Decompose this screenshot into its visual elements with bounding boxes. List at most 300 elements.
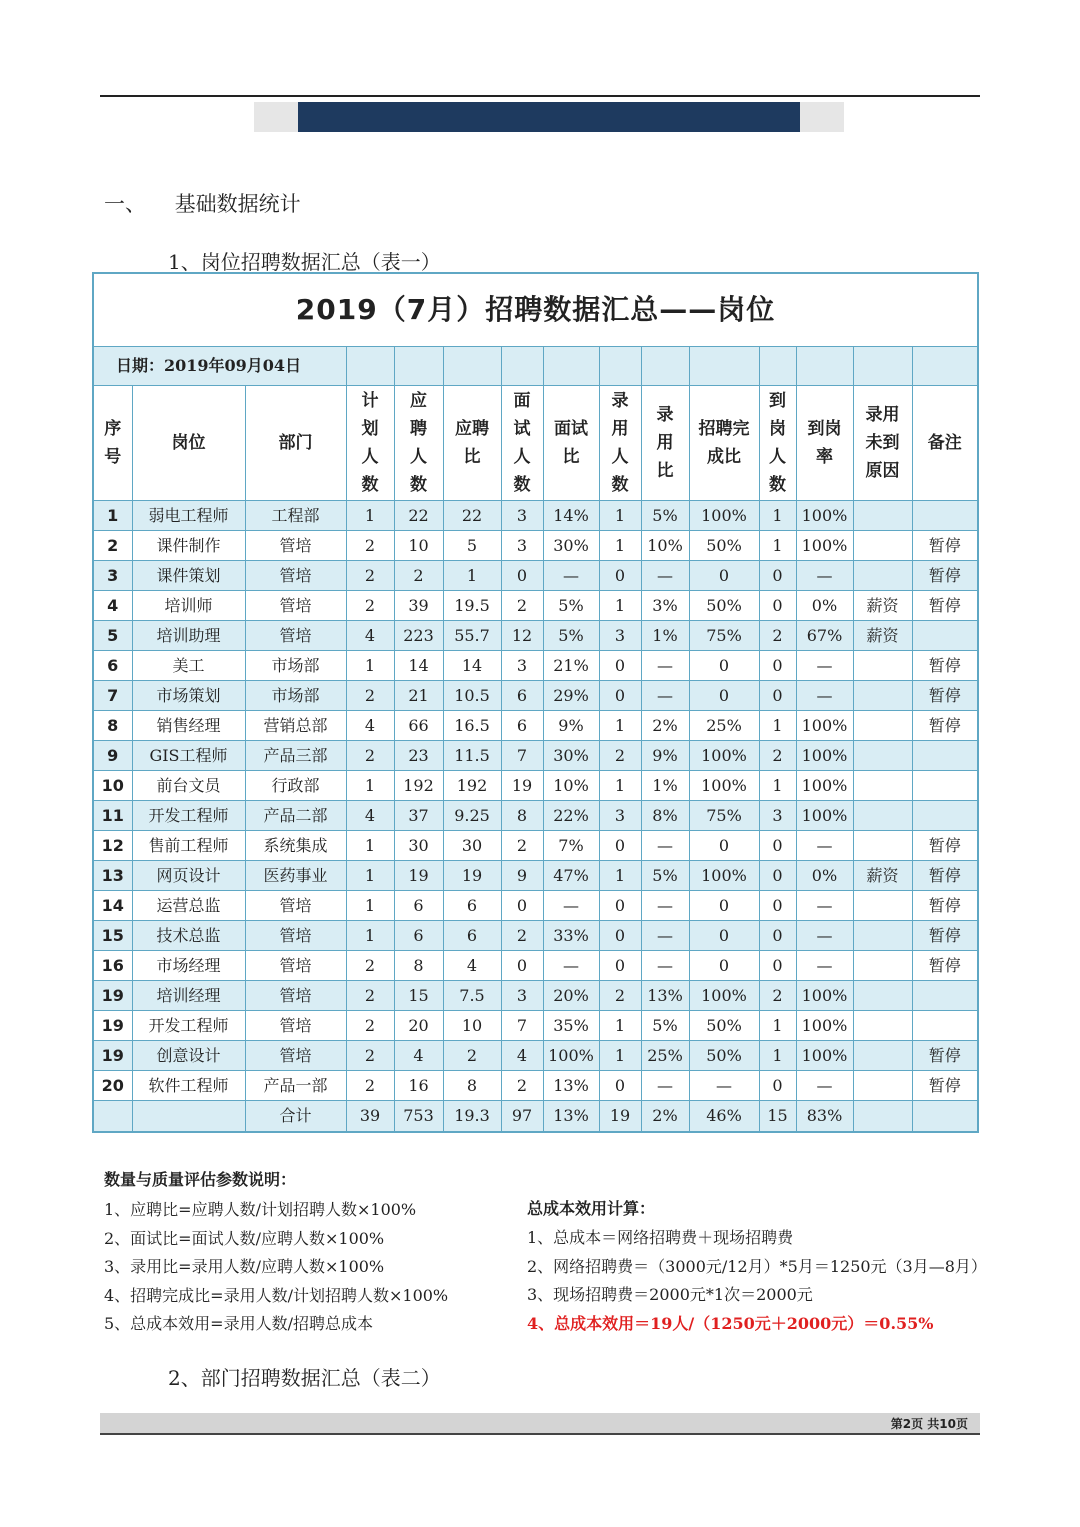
table-cell: 25% (641, 1041, 689, 1071)
table-cell: 运营总监 (132, 891, 245, 921)
table-cell: 55.7 (443, 621, 501, 651)
table-cell (912, 501, 978, 531)
table-cell: 暂停 (912, 831, 978, 861)
table-cell: — (796, 921, 853, 951)
table-cell: 2 (759, 621, 796, 651)
cost-item: 2、网络招聘费＝（3000元/12月）*5月＝1250元（3月—8月） (527, 1256, 987, 1276)
empty-cell (599, 347, 641, 386)
table-cell: 100% (796, 771, 853, 801)
table-cell (912, 741, 978, 771)
table-cell: 8 (501, 801, 543, 831)
table-cell: — (543, 951, 599, 981)
table-cell: 100% (796, 1041, 853, 1071)
table-row (93, 951, 978, 981)
table-row (93, 1011, 978, 1041)
table-row (93, 741, 978, 771)
row-number-cell: 19 (93, 1011, 132, 1041)
table-cell: 100% (689, 501, 759, 531)
section-heading (104, 188, 301, 218)
total-cell (132, 1101, 245, 1133)
section-title: 基础数据统计 (174, 192, 301, 216)
table-cell: 0 (599, 921, 641, 951)
table-cell: 7 (501, 741, 543, 771)
table-cell: 30% (543, 741, 599, 771)
column-header: 岗位 (132, 386, 245, 501)
table-cell: 10% (543, 771, 599, 801)
header-row (93, 386, 978, 501)
table-date: 日期：2019年09月04日 (93, 347, 346, 386)
table-cell: — (641, 561, 689, 591)
row-number-cell: 4 (93, 591, 132, 621)
column-header: 计划人数 (346, 386, 394, 501)
table-cell: 0 (689, 831, 759, 861)
table-cell: 暂停 (912, 591, 978, 621)
row-number-cell: 2 (93, 531, 132, 561)
table-cell: 19 (443, 861, 501, 891)
table-row (93, 771, 978, 801)
table-cell: 1 (599, 861, 641, 891)
row-number-cell: 8 (93, 711, 132, 741)
table-cell: 0 (689, 921, 759, 951)
table-row (93, 981, 978, 1011)
table-cell: 1 (346, 651, 394, 681)
table-cell (853, 831, 912, 861)
table-row (93, 921, 978, 951)
table-row (93, 711, 978, 741)
table-cell: 5% (641, 861, 689, 891)
table-cell: 暂停 (912, 891, 978, 921)
total-cell: 83% (796, 1101, 853, 1133)
table-cell (853, 771, 912, 801)
cost-item: 3、现场招聘费＝2000元*1次＝2000元 (527, 1285, 813, 1304)
table-cell: 创意设计 (132, 1041, 245, 1071)
table-cell: 100% (689, 861, 759, 891)
empty-cell (689, 347, 759, 386)
table-cell: 培训助理 (132, 621, 245, 651)
table-cell: 暂停 (912, 531, 978, 561)
table-cell: 19 (501, 771, 543, 801)
row-number-cell: 6 (93, 651, 132, 681)
column-header: 序号 (93, 386, 132, 501)
table-cell: 2 (346, 741, 394, 771)
table-cell: 管培 (245, 981, 346, 1011)
table-cell: 0 (689, 561, 759, 591)
table-cell: 1 (759, 711, 796, 741)
table-cell: 0 (759, 921, 796, 951)
column-header: 备注 (912, 386, 978, 501)
table-cell: 2 (394, 561, 443, 591)
table-cell: 1 (599, 591, 641, 621)
empty-cell (641, 347, 689, 386)
row-number-cell: 14 (93, 891, 132, 921)
table-cell: 暂停 (912, 861, 978, 891)
table-cell (853, 801, 912, 831)
row-number-cell: 11 (93, 801, 132, 831)
column-header: 部门 (245, 386, 346, 501)
table-cell: 培训经理 (132, 981, 245, 1011)
table-cell: 1 (759, 1011, 796, 1041)
table-cell: 8% (641, 801, 689, 831)
table-cell: 13% (543, 1071, 599, 1101)
table-cell: 0% (796, 591, 853, 621)
table-cell: 2 (759, 981, 796, 1011)
table-cell: 9 (501, 861, 543, 891)
table-row (93, 891, 978, 921)
table-cell: 30 (443, 831, 501, 861)
table-cell: 0 (599, 561, 641, 591)
table-row (93, 861, 978, 891)
table-cell (912, 621, 978, 651)
empty-cell (796, 347, 853, 386)
subsection-title-2: 2、部门招聘数据汇总（表二） (168, 1366, 441, 1390)
table-cell: 1 (599, 711, 641, 741)
table-cell: — (641, 1071, 689, 1101)
table-cell: 5% (543, 621, 599, 651)
table-cell: 薪资 (853, 591, 912, 621)
table-cell: 23 (394, 741, 443, 771)
row-number-cell: 15 (93, 921, 132, 951)
header-band-navy (298, 102, 800, 132)
table-cell: 医药事业 (245, 861, 346, 891)
table-cell: 1 (599, 501, 641, 531)
table-cell: 网页设计 (132, 861, 245, 891)
table-cell (853, 1011, 912, 1041)
table-row (93, 831, 978, 861)
table-cell: — (796, 651, 853, 681)
table-cell: 47% (543, 861, 599, 891)
subsection-title-1: 1、岗位招聘数据汇总（表一） (168, 250, 441, 274)
table-cell: 0 (759, 561, 796, 591)
table-cell: 软件工程师 (132, 1071, 245, 1101)
table-cell: 5% (641, 501, 689, 531)
table-cell: 7.5 (443, 981, 501, 1011)
table-cell: 1 (346, 921, 394, 951)
total-cell: 19.3 (443, 1101, 501, 1133)
table-row (93, 591, 978, 621)
table-cell: 管培 (245, 531, 346, 561)
table-cell: 2 (501, 1071, 543, 1101)
column-header: 应聘比 (443, 386, 501, 501)
column-header: 录用人数 (599, 386, 641, 501)
table-cell: 21 (394, 681, 443, 711)
table-cell: — (641, 891, 689, 921)
table-cell: 0 (689, 891, 759, 921)
table-cell: 4 (346, 801, 394, 831)
table-cell: 0 (759, 831, 796, 861)
table-cell: 4 (443, 951, 501, 981)
table-cell: 2 (443, 1041, 501, 1071)
total-cell: 15 (759, 1101, 796, 1133)
table-cell: 6 (501, 711, 543, 741)
column-header: 应聘人数 (394, 386, 443, 501)
row-number-cell: 3 (93, 561, 132, 591)
column-header: 面试比 (543, 386, 599, 501)
table-cell: 4 (501, 1041, 543, 1071)
table-cell: 3 (501, 981, 543, 1011)
row-number-cell: 7 (93, 681, 132, 711)
table-cell: 100% (796, 711, 853, 741)
table-cell: 4 (394, 1041, 443, 1071)
table-cell: 14 (443, 651, 501, 681)
total-cell: 19 (599, 1101, 641, 1133)
table-cell: 100% (796, 1011, 853, 1041)
table-cell: 0 (689, 651, 759, 681)
row-number-cell: 10 (93, 771, 132, 801)
table-cell: 暂停 (912, 1041, 978, 1071)
table-cell: 暂停 (912, 711, 978, 741)
table-cell: 223 (394, 621, 443, 651)
table-cell: 1 (346, 771, 394, 801)
note-item: 1、应聘比=应聘人数/计划招聘人数×100% (104, 1200, 417, 1219)
table-cell: 5% (641, 1011, 689, 1041)
table-cell: 1 (346, 831, 394, 861)
empty-cell (912, 347, 978, 386)
table-cell: 30 (394, 831, 443, 861)
table-cell: — (641, 951, 689, 981)
table-cell: 0 (599, 891, 641, 921)
row-number-cell: 12 (93, 831, 132, 861)
table-cell: 1 (759, 531, 796, 561)
table-cell: 13% (641, 981, 689, 1011)
top-rule (100, 95, 980, 97)
table-cell: — (641, 921, 689, 951)
total-cell (853, 1101, 912, 1133)
cost-item: 1、总成本＝网络招聘费＋现场招聘费 (527, 1228, 794, 1247)
table-cell: 6 (394, 921, 443, 951)
row-number-cell: 20 (93, 1071, 132, 1101)
table-cell: 19 (394, 861, 443, 891)
table-cell: 3 (501, 651, 543, 681)
table-cell: 产品一部 (245, 1071, 346, 1101)
notes-title: 数量与质量评估参数说明： (104, 1170, 297, 1189)
table-title: 2019（7月）招聘数据汇总——岗位 (93, 273, 978, 347)
table-cell: 37 (394, 801, 443, 831)
table-cell: 75% (689, 621, 759, 651)
table-cell: — (641, 681, 689, 711)
table-cell: 管培 (245, 1041, 346, 1071)
table-cell: 行政部 (245, 771, 346, 801)
table-cell: 暂停 (912, 561, 978, 591)
table-cell: 16.5 (443, 711, 501, 741)
table-cell: 16 (394, 1071, 443, 1101)
table-cell: — (796, 681, 853, 711)
table-row (93, 561, 978, 591)
table-cell: 薪资 (853, 861, 912, 891)
table-cell: 10 (394, 531, 443, 561)
table-cell: 2 (759, 741, 796, 771)
table-cell: 2 (599, 741, 641, 771)
table-cell (853, 681, 912, 711)
table-cell: — (543, 891, 599, 921)
table-cell: 1 (443, 561, 501, 591)
table-cell: 售前工程师 (132, 831, 245, 861)
table-cell: 市场策划 (132, 681, 245, 711)
table-cell (853, 531, 912, 561)
table-cell: 50% (689, 531, 759, 561)
row-number-cell: 19 (93, 981, 132, 1011)
table-cell: 100% (796, 981, 853, 1011)
table-cell: 5 (443, 531, 501, 561)
table-cell: 0 (599, 651, 641, 681)
table-cell (853, 891, 912, 921)
table-cell: 21% (543, 651, 599, 681)
table-cell: — (796, 891, 853, 921)
total-cell (93, 1101, 132, 1133)
table-cell: 5% (543, 591, 599, 621)
table-cell: 75% (689, 801, 759, 831)
table-cell: 美工 (132, 651, 245, 681)
table-cell: 10% (641, 531, 689, 561)
table-cell: 1 (346, 861, 394, 891)
table-cell: 9% (641, 741, 689, 771)
section-number: 一、 (104, 192, 146, 216)
table-cell: 0 (759, 681, 796, 711)
table-cell: 0% (796, 861, 853, 891)
cost-title: 总成本效用计算： (527, 1199, 656, 1218)
table-cell: 0 (759, 891, 796, 921)
table-cell: 3 (599, 621, 641, 651)
table-cell: 22 (443, 501, 501, 531)
table-cell: 9.25 (443, 801, 501, 831)
table-cell: 0 (501, 891, 543, 921)
table-cell: — (796, 951, 853, 981)
table-cell: 0 (759, 951, 796, 981)
table-cell (912, 981, 978, 1011)
table-row (93, 1041, 978, 1071)
table-cell: 100% (796, 531, 853, 561)
table-cell (853, 501, 912, 531)
table-cell (912, 1011, 978, 1041)
table-cell: 100% (689, 981, 759, 1011)
table-cell: 市场经理 (132, 951, 245, 981)
page-number: 第2页 共10页 (890, 1417, 968, 1431)
empty-cell (443, 347, 501, 386)
row-number-cell: 13 (93, 861, 132, 891)
table-cell: 暂停 (912, 1071, 978, 1101)
table-cell: 2 (346, 531, 394, 561)
table-cell: 1 (346, 501, 394, 531)
total-cell (912, 1101, 978, 1133)
table-cell: 培训师 (132, 591, 245, 621)
table-cell (853, 741, 912, 771)
column-header: 招聘完成比 (689, 386, 759, 501)
table-cell: 0 (689, 951, 759, 981)
table-cell: 2 (346, 591, 394, 621)
table-cell: 0 (599, 951, 641, 981)
empty-cell (543, 347, 599, 386)
total-cell: 2% (641, 1101, 689, 1133)
table-cell: 100% (796, 801, 853, 831)
table-cell: 0 (501, 951, 543, 981)
table-cell: 市场部 (245, 651, 346, 681)
total-cell: 13% (543, 1101, 599, 1133)
table-cell: 1% (641, 621, 689, 651)
table-cell: 管培 (245, 921, 346, 951)
table-cell: 8 (443, 1071, 501, 1101)
table-cell (912, 801, 978, 831)
table-cell (853, 981, 912, 1011)
table-cell: 产品二部 (245, 801, 346, 831)
table-cell: 9% (543, 711, 599, 741)
table-cell: 管培 (245, 561, 346, 591)
table-cell: 6 (443, 891, 501, 921)
table-cell: 7% (543, 831, 599, 861)
table-cell: 暂停 (912, 951, 978, 981)
column-header: 面试人数 (501, 386, 543, 501)
total-cell: 合计 (245, 1101, 346, 1133)
table-cell: 25% (689, 711, 759, 741)
table-cell: 3% (641, 591, 689, 621)
table-cell: — (796, 561, 853, 591)
table-cell: 开发工程师 (132, 801, 245, 831)
table-cell: 35% (543, 1011, 599, 1041)
table-cell: 50% (689, 591, 759, 621)
table-cell (853, 951, 912, 981)
table-cell: 39 (394, 591, 443, 621)
table-row (93, 681, 978, 711)
column-header: 录用未到原因 (853, 386, 912, 501)
table-cell: 2 (501, 831, 543, 861)
table-cell: 2 (501, 591, 543, 621)
table-cell: 11.5 (443, 741, 501, 771)
table-cell: 销售经理 (132, 711, 245, 741)
table-cell: 10.5 (443, 681, 501, 711)
table-cell: GIS工程师 (132, 741, 245, 771)
table-cell: 2 (501, 921, 543, 951)
row-number-cell: 5 (93, 621, 132, 651)
note-item: 2、面试比=面试人数/应聘人数×100% (104, 1228, 385, 1248)
table-cell (912, 771, 978, 801)
table-cell: 0 (599, 681, 641, 711)
table-cell: 22 (394, 501, 443, 531)
table-cell: 50% (689, 1011, 759, 1041)
note-item: 5、总成本效用=录用人数/招聘总成本 (104, 1314, 373, 1333)
table-cell: 12 (501, 621, 543, 651)
table-cell: 2 (346, 981, 394, 1011)
table-cell: 192 (394, 771, 443, 801)
table-cell: 暂停 (912, 921, 978, 951)
table-cell (853, 1041, 912, 1071)
table-cell (853, 1071, 912, 1101)
empty-cell (501, 347, 543, 386)
row-number-cell: 19 (93, 1041, 132, 1071)
table-cell (853, 711, 912, 741)
table-cell: 20 (394, 1011, 443, 1041)
table-cell: 10 (443, 1011, 501, 1041)
table-cell: 1 (759, 501, 796, 531)
table-cell: 营销总部 (245, 711, 346, 741)
empty-cell (853, 347, 912, 386)
table-cell: 3 (599, 801, 641, 831)
table-cell: 1 (759, 771, 796, 801)
table-row (93, 621, 978, 651)
table-cell: — (796, 1071, 853, 1101)
table-cell: 100% (796, 501, 853, 531)
table-cell: 2 (346, 1071, 394, 1101)
table-cell: 4 (346, 621, 394, 651)
table-cell: 14 (394, 651, 443, 681)
table-cell: 前台文员 (132, 771, 245, 801)
table-cell: 0 (759, 1071, 796, 1101)
table-row (93, 801, 978, 831)
table-cell: 100% (689, 771, 759, 801)
table-cell: — (689, 1071, 759, 1101)
table-cell: 0 (759, 591, 796, 621)
table-cell: 1 (599, 1011, 641, 1041)
table-cell: 工程部 (245, 501, 346, 531)
table-cell (853, 921, 912, 951)
table-cell: 192 (443, 771, 501, 801)
